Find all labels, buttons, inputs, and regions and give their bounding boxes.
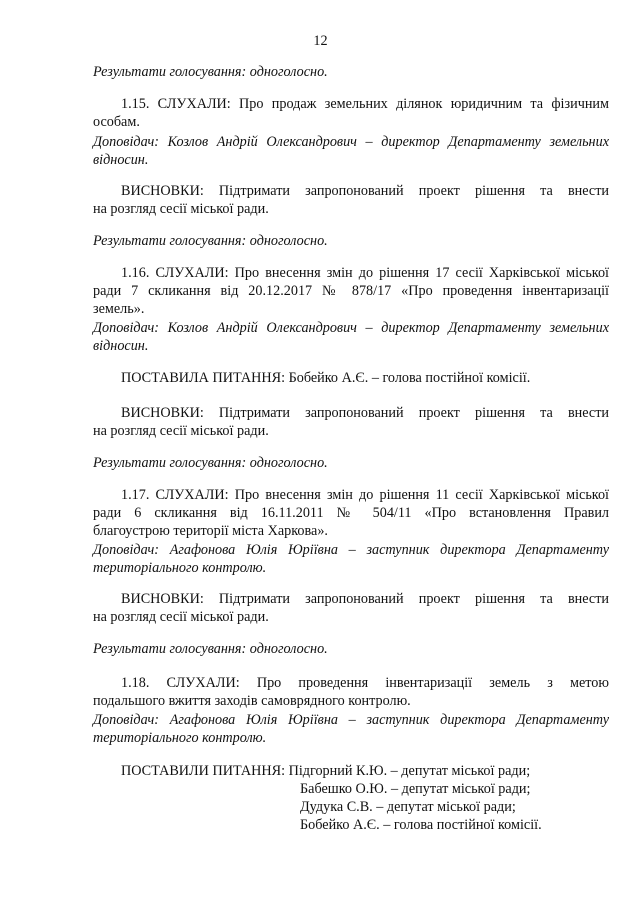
item-1-17-heard-line-2: ради 6 скликання від 16.11.2011 № 504/11 «Про встановлення Правил [93, 505, 609, 521]
item-1-18-question-line-1: ПОСТАВИЛИ ПИТАННЯ: Підгорний К.Ю. – депутат міської ради; [121, 763, 531, 779]
item-1-16-heard-line-1: 1.16. СЛУХАЛИ: Про внесення змін до рішення 17 сесії Харківської міської [121, 265, 609, 281]
conclusions-line-2: на розгляд сесії міської ради. [93, 609, 269, 625]
item-1-17-speaker-line-2: територіального контролю. [93, 560, 267, 576]
item-1-18-speaker-line-2: територіального контролю. [93, 730, 267, 746]
item-1-16-heard-line-2: ради 7 скликання від 20.12.2017 № 878/17 «Про проведення інвентаризації [93, 283, 609, 299]
item-1-15-heard-line-2: особам. [93, 114, 140, 130]
item-1-17-speaker-line-1: Доповідач: Агафонова Юлія Юріївна – заступник директора Департаменту [93, 542, 609, 558]
item-1-15-heard-line-1: 1.15. СЛУХАЛИ: Про продаж земельних ділянок юридичним та фізичним [121, 96, 609, 112]
item-1-16-speaker-line-2: відносин. [93, 338, 149, 354]
voting-results: Результати голосування: одноголосно. [93, 455, 328, 471]
voting-results: Результати голосування: одноголосно. [93, 233, 328, 249]
item-1-16-speaker-line-1: Доповідач: Козлов Андрій Олександрович – директор Департаменту земельних [93, 320, 609, 336]
item-1-18-question-line-4: Бобейко А.Є. – голова постійної комісії. [300, 817, 542, 833]
item-1-18-heard-line-2: подальшого вжиття заходів самоврядного контролю. [93, 693, 411, 709]
conclusions-line-1: ВИСНОВКИ: Підтримати запропонований проект рішення та внести [121, 183, 609, 199]
voting-results: Результати голосування: одноголосно. [93, 64, 328, 80]
item-1-16-heard-line-3: земель». [93, 301, 145, 317]
item-1-18-heard-line-1: 1.18. СЛУХАЛИ: Про проведення інвентаризації земель з метою [121, 675, 609, 691]
conclusions-line-2: на розгляд сесії міської ради. [93, 423, 269, 439]
item-1-16-question: ПОСТАВИЛА ПИТАННЯ: Бобейко А.Є. – голова постійної комісії. [121, 370, 531, 386]
item-1-15-speaker-line-1: Доповідач: Козлов Андрій Олександрович – директор Департаменту земельних [93, 134, 609, 150]
item-1-18-question-line-2: Бабешко О.Ю. – депутат міської ради; [300, 781, 531, 797]
item-1-18-question-line-3: Дудука С.В. – депутат міської ради; [300, 799, 516, 815]
voting-results: Результати голосування: одноголосно. [93, 641, 328, 657]
item-1-17-heard-line-3: благоустрою території міста Харкова». [93, 523, 328, 539]
conclusions-line-2: на розгляд сесії міської ради. [93, 201, 269, 217]
item-1-17-heard-line-1: 1.17. СЛУХАЛИ: Про внесення змін до рішення 11 сесії Харківської міської [121, 487, 609, 503]
item-1-18-speaker-line-1: Доповідач: Агафонова Юлія Юріївна – заступник директора Департаменту [93, 712, 609, 728]
conclusions-line-1: ВИСНОВКИ: Підтримати запропонований проект рішення та внести [121, 405, 609, 421]
page-number: 12 [313, 33, 328, 49]
conclusions-line-1: ВИСНОВКИ: Підтримати запропонований проект рішення та внести [121, 591, 609, 607]
item-1-15-speaker-line-2: відносин. [93, 152, 149, 168]
